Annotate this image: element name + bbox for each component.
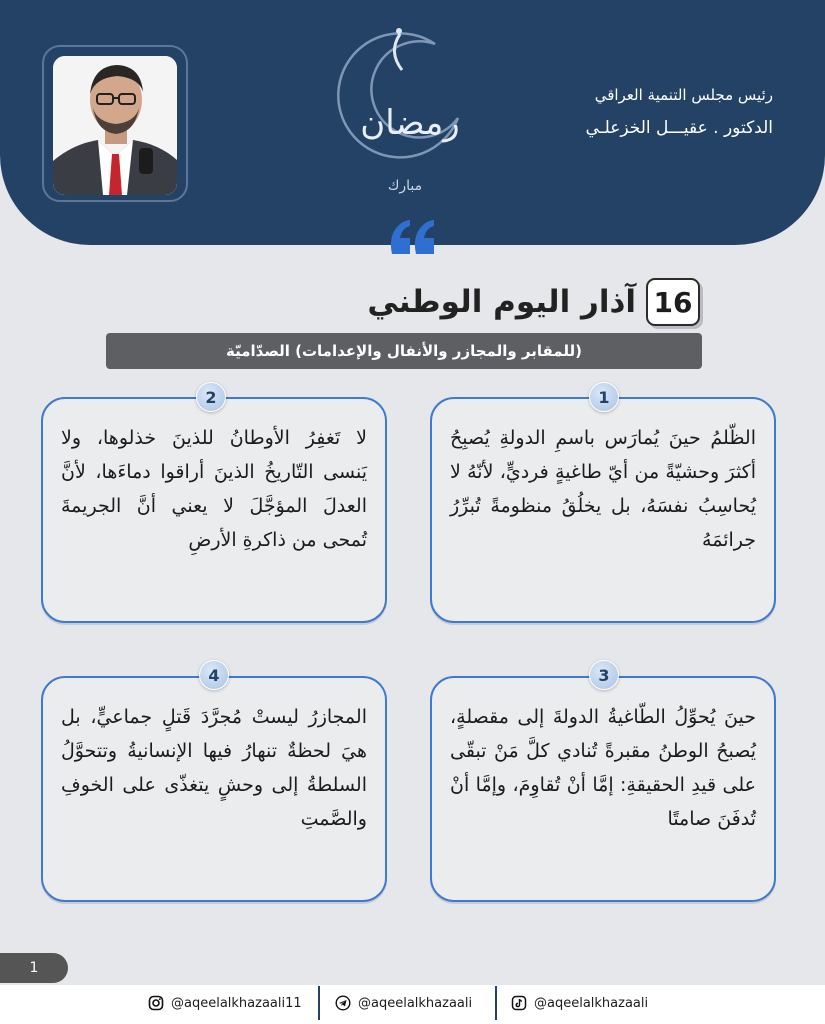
title-block	[320, 276, 700, 328]
instagram-handle: @aqeelalkhazaali11	[171, 995, 302, 1011]
tiktok-icon	[511, 995, 527, 1011]
card-number-4: 4	[199, 660, 229, 690]
quote-card-4	[41, 676, 387, 902]
quote-card-text: حينَ يُحوِّلُ الطّاغيةُ الدولةَ إلى مقصلةٍ، يُصبحُ الوطنُ مقبرةً تُنادي كلَّ مَنْ تبقّى على قيدِ الحقيقةِ: إمَّا أنْ تُقاوِمَ، وإمَّا أنْ تُدفَنَ صامتًا	[450, 706, 756, 830]
logo-script: رمضان	[360, 103, 460, 143]
card-number-2: 2	[196, 382, 226, 412]
author-name: الدكتور . عقيـــل الخزعلـي	[585, 118, 773, 138]
quote-card-text: لا تَغفِرُ الأوطانُ للذينَ خذلوها، ولا يَنسى التّاريخُ الذينَ أراقوا دماءَها، لأنَّ العدلَ المؤجَّلَ لا يعني أنَّ الجريمةَ تُمحى من ذاكرةِ الأرضِ	[61, 427, 367, 551]
footer-divider	[495, 986, 497, 1020]
footer-divider	[318, 986, 320, 1020]
crescent-logo	[330, 22, 480, 172]
author-role: رئيس مجلس التنمية العراقي	[594, 86, 773, 104]
social-instagram[interactable]	[148, 987, 302, 1019]
tiktok-handle: @aqeelalkhazaali	[534, 995, 649, 1011]
quote-card-2	[41, 397, 387, 623]
author-portrait-icon	[53, 56, 177, 195]
telegram-handle: @aqeelalkhazaali	[358, 995, 473, 1011]
quote-card-text: المجازرُ ليستْ مُجرَّدَ قَتلٍ جماعيٍّ، بل هيَ لحظةٌ تنهارُ فيها الإنسانيةُ وتتحوَّلُ السلطةُ إلى وحشٍ يتغذّى على الخوفِ والصَّمتِ	[61, 706, 367, 830]
quote-card-text: الظّلمُ حينَ يُمارَس باسمِ الدولةِ يُصبِحُ أكثرَ وحشيّةً من أيّ طاغيةٍ فرديٍّ، لأنّهُ لا يُحاسِبُ نفسَهُ، بل يخلُقُ منظومةً تُبرِّرُ جرائمَهُ	[450, 427, 756, 551]
quote-card-1	[430, 397, 776, 623]
subtitle-bar: (للمقابر والمجازر والأنفال والإعدامات) الصدّاميّة	[106, 333, 702, 369]
quote-icon	[388, 218, 438, 256]
author-photo	[53, 56, 177, 195]
card-number-3: 3	[589, 660, 619, 690]
instagram-icon	[148, 995, 164, 1011]
date-badge: 16	[646, 278, 700, 326]
page-title: آذار اليوم الوطني	[367, 284, 636, 320]
logo-caption: مبارك	[387, 178, 423, 194]
social-telegram[interactable]	[335, 987, 472, 1019]
quote-card-3	[430, 676, 776, 902]
telegram-icon	[335, 995, 351, 1011]
card-number-1: 1	[589, 382, 619, 412]
page-number: 1	[0, 953, 68, 983]
header-banner	[0, 0, 825, 245]
social-tiktok[interactable]	[511, 987, 648, 1019]
